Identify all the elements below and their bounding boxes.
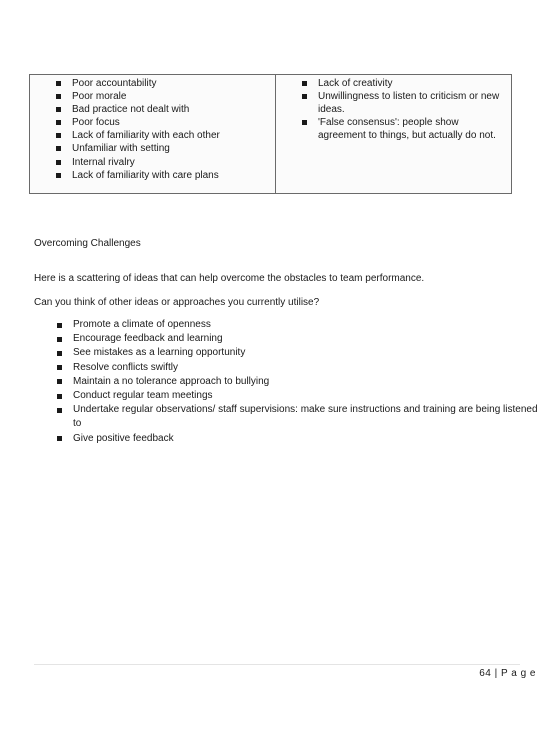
list-item-text: Lack of familiarity with care plans — [72, 169, 219, 181]
list-item-text: 'False consensus': people show agreement to things, but actually do not. — [318, 117, 496, 142]
square-bullet-icon — [56, 81, 61, 86]
list-item — [57, 432, 543, 446]
list-item — [56, 77, 271, 90]
list-item-text: Unwillingness to listen to criticism or new ideas. — [318, 91, 500, 116]
list-item — [302, 77, 507, 90]
square-bullet-icon — [57, 379, 62, 384]
table-cell-right — [276, 75, 511, 193]
right-bullet-list — [302, 77, 507, 142]
list-item — [57, 332, 543, 346]
list-item-text: Lack of creativity — [318, 78, 393, 89]
square-bullet-icon — [57, 337, 62, 342]
intro-paragraph: Here is a scattering of ideas that can help overcome the obstacles to team performance. — [34, 273, 425, 284]
challenges-table — [29, 74, 512, 194]
list-item-text: Resolve conflicts swiftly — [73, 361, 179, 373]
square-bullet-icon — [57, 408, 62, 413]
list-item — [57, 403, 543, 431]
list-item — [57, 389, 543, 403]
square-bullet-icon — [56, 173, 61, 178]
square-bullet-icon — [302, 120, 307, 125]
list-item — [56, 90, 271, 103]
list-item — [57, 346, 543, 360]
square-bullet-icon — [56, 120, 61, 125]
list-item-text: Bad practice not dealt with — [72, 104, 190, 116]
table-cell-left — [30, 75, 276, 193]
list-item — [57, 375, 543, 389]
list-item — [56, 129, 271, 142]
list-item — [56, 169, 271, 182]
list-item-text: Poor accountability — [72, 78, 157, 89]
list-item-text: Encourage feedback and learning — [73, 333, 223, 345]
list-item-text: Lack of familiarity with each other — [72, 130, 220, 142]
square-bullet-icon — [302, 94, 307, 99]
square-bullet-icon — [56, 133, 61, 138]
square-bullet-icon — [57, 365, 62, 370]
list-item-text: Give positive feedback — [73, 432, 174, 444]
list-item-text: See mistakes as a learning opportunity — [73, 347, 246, 359]
left-bullet-list — [56, 77, 271, 182]
list-item-text: Internal rivalry — [72, 156, 135, 168]
list-item-text: Conduct regular team meetings — [73, 390, 213, 402]
square-bullet-icon — [57, 323, 62, 328]
square-bullet-icon — [56, 107, 61, 112]
square-bullet-icon — [57, 436, 62, 441]
list-item-text: Poor morale — [72, 91, 127, 103]
list-item — [302, 116, 507, 142]
list-item — [57, 318, 543, 332]
list-item — [56, 103, 271, 116]
page-number: 64 | P a g e — [479, 668, 536, 679]
ideas-list — [57, 318, 543, 446]
question-paragraph: Can you think of other ideas or approaches you currently utilise? — [34, 297, 320, 308]
square-bullet-icon — [56, 146, 61, 151]
list-item-text: Undertake regular observations/ staff supervisions: make sure instructions and training are being listened to — [73, 404, 538, 430]
square-bullet-icon — [56, 94, 61, 99]
square-bullet-icon — [56, 160, 61, 165]
list-item — [56, 142, 271, 155]
list-item — [57, 361, 543, 375]
list-item-text: Promote a climate of openness — [73, 319, 211, 330]
list-item — [56, 156, 271, 169]
section-heading: Overcoming Challenges — [34, 238, 141, 249]
list-item-text: Poor focus — [72, 117, 120, 129]
list-item — [56, 116, 271, 129]
square-bullet-icon — [57, 351, 62, 356]
square-bullet-icon — [57, 394, 62, 399]
list-item-text: Maintain a no tolerance approach to bullying — [73, 375, 270, 387]
list-item — [302, 90, 507, 116]
list-item-text: Unfamiliar with setting — [72, 143, 170, 155]
square-bullet-icon — [302, 81, 307, 86]
footer-divider — [34, 664, 520, 665]
